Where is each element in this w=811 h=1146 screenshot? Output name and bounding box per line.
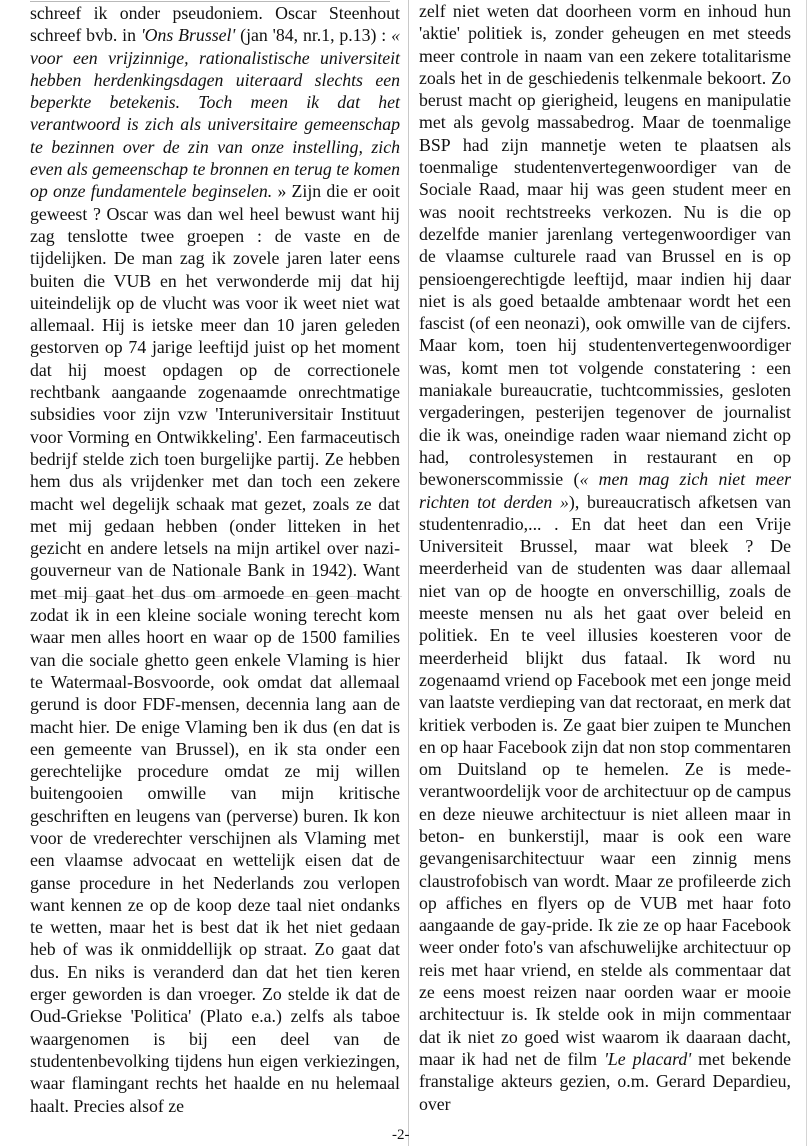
right-paragraph-1: zelf niet weten dat doorheen vorm en inhoud hun 'aktie' politiek is, zonder geheugen en met steeds meer controle in naam van een zekere totalitarisme zoals het in de geschiedenis telkenmale bekoort. Zo berust macht op gierigheid, leugens en manipulatie met als gevolg massabedrog. Maar de toenmalige BSP had zijn mannetje weten te plaatsen als toenmalige studentenvertegenwoordiger van de Sociale Raad, maar hij was geen student meer en was nooit rechtstreeks verkozen. Nu is die op dezelfde manier jarenlang vertegenwoordiger van de vlaamse culturele raad van Brussel en is op pensioengerechtigde leeftijd, maar indien hij daar niet is als goed betaalde ambtenaar wordt het een fascist (of een neonazi), ook omwille van de cijfers. Maar kom, toen hij studentenvertegenwoordiger was, komt men tot volgende constatering : een maniakale bureaucratie, tuchtcommissies, gesloten vergaderingen, pesterijen tegenover de journalist die ik was, oneindige raden waar niemand zicht op had, controlesystemen in restaurant en op bewonerscommissie ( — [419, 1, 791, 490]
right-column — [419, 0, 791, 1115]
left-paragraph-1: schreef ik onder pseudoniem. Oscar Steenhout schreef bvb. in — [30, 3, 400, 46]
page-edge — [806, 0, 807, 1146]
inline-quote: « men mag zich niet meer richten tot derden » — [419, 469, 792, 512]
quotation: « voor een vrijzinnige, rationalistische universiteit hebben herdenkingsdagen uiteraard slechts een beperkte betekenis. Toch meen ik dat het verantwoord is zich als universitaire gemeenschap te bezinnen over de zin van onze instelling, zich even als gemeenschap te bronnen en terug te komen op onze fundamentele beginselen. — [30, 25, 400, 202]
source-reference: (jan '84, nr.1, p.13) : — [235, 25, 392, 46]
source-title: 'Ons Brussel' — [140, 25, 236, 46]
right-paragraph-3: met bekende franstalige akteurs gezien, o.m. Gerard Depardieu, over — [419, 1048, 791, 1114]
column-divider — [408, 0, 409, 1146]
left-column-text — [30, 2, 400, 1117]
right-paragraph-2: ), bureaucratisch afketsen van studentenradio,... . En dat heet dan een Vrije Universiteit Brussel, maar wat bleek ? De meerderheid van de studenten was daar allemaal niet van op de hoogte en onverschillig, zoals de meeste mensen nu als het gaat over beleid en politiek. En te veel illusies koesteren voor de meerderheid blijkt dus fataal. Ik word nu zogenaamd vriend op Facebook met een jonge meid van laatste verdieping van dat rectoraat, en merk dat kritiek verboden is. Ze gaat bier zuipen te Munchen en op haar Facebook zijn dat non stop commentaren om Duitsland op te hemelen. Ze is mede-verantwoordelijk voor de architectuur op de campus en deze nieuwe architectuur is niet alleen maar in beton- en bunkerstijl, maar is ook een ware gevangenisarchitectuur waar een zinnig mens claustrofobisch van wordt. Maar ze profileerde zich op affiches en flyers op de VUB met haar foto aangaande de gay-pride. Ik zie ze op haar Facebook weer onder foto's van afschuwelijke architectuur op reis met haar vriend, en stelde als commentaar dat ze eens moest reizen naar oorden waar er mooie architectuur is. Ik stelde ook in mijn commentaar dat ik niet zo goed wist waarom ik daaraan dacht, maar ik had net de film — [419, 491, 791, 1069]
page-number: -2- — [392, 1127, 410, 1143]
film-title: 'Le placard' — [604, 1048, 692, 1069]
right-column-text — [419, 0, 791, 1115]
left-column — [30, 2, 400, 1117]
left-paragraph-2: » Zijn die er ooit geweest ? Oscar was dan wel heel bewust want hij zag tenslotte twee groepen : de vaste en de tijdelijken. De man zag ik zovele jaren later eens buiten die VUB en het verwonderde mij dat hij uiteindelijk op de vlucht was voor ik weet niet wat allemaal. Hij is ietske meer dan 10 jaren geleden gestorven op 74 jarige leeftijd juist op het moment dat hij moest opdagen op de correctionele rechtbank aangaande zogenaamde onrechtmatige subsidies voor zijn vzw 'Interuniversitair Instituut voor Vorming en Ontwikkeling'. Een farmaceutisch bedrijf stelde zich toen burgelijke partij. Ze hebben hem dus als vrijdenker met dan toch een zekere macht wel degelijk schaak mat gezet, zoals ze dat met mij gedaan hebben (onder litteken in het gezicht en andere letsels na mijn artikel over nazi-gouverneur van de Nationale Bank in 1942). Want met mij gaat het dus om armoede en geen macht zodat ik in een kleine sociale woning terecht kom waar men alles hoort en waar op de 1500 families van die sociale ghetto geen enkele Vlaming is hier te Watermaal-Bosvoorde, ook omdat dat allemaal gerund is door FDF-mensen, decennia lang aan de macht hier. De enige Vlaming ben ik dus (en dat is een gemeente van Brussel), en ik sta onder een gerechtelijke procedure omdat ze mij willen buitengooien omwille van mijn kritische geschriften en leugens van (perverse) buren. Ik kon voor de vrederechter verschijnen als Vlaming met een vlaamse advocaat en wettelijk eisen dat de ganse procedure in het Nederlands zou verlopen want kennen ze op de koop deze taal niet ondanks te wetten, maar het is best dat ik het niet gedaan heb of was ik onmiddellijk op straat. Zo gaat dat dus. En niks is veranderd dan dat het tien keren erger geworden is dan vroeger. Zo stelde ik dat de Oud-Griekse 'Politica' (Plato e.a.) zelfs als taboe waargenomen is bij een deel van de studentenbevolking tijdens hun eigen verkiezingen, waar flamingant rechts het haalde en nu helemaal haalt. Precies alsof ze — [30, 181, 400, 1116]
